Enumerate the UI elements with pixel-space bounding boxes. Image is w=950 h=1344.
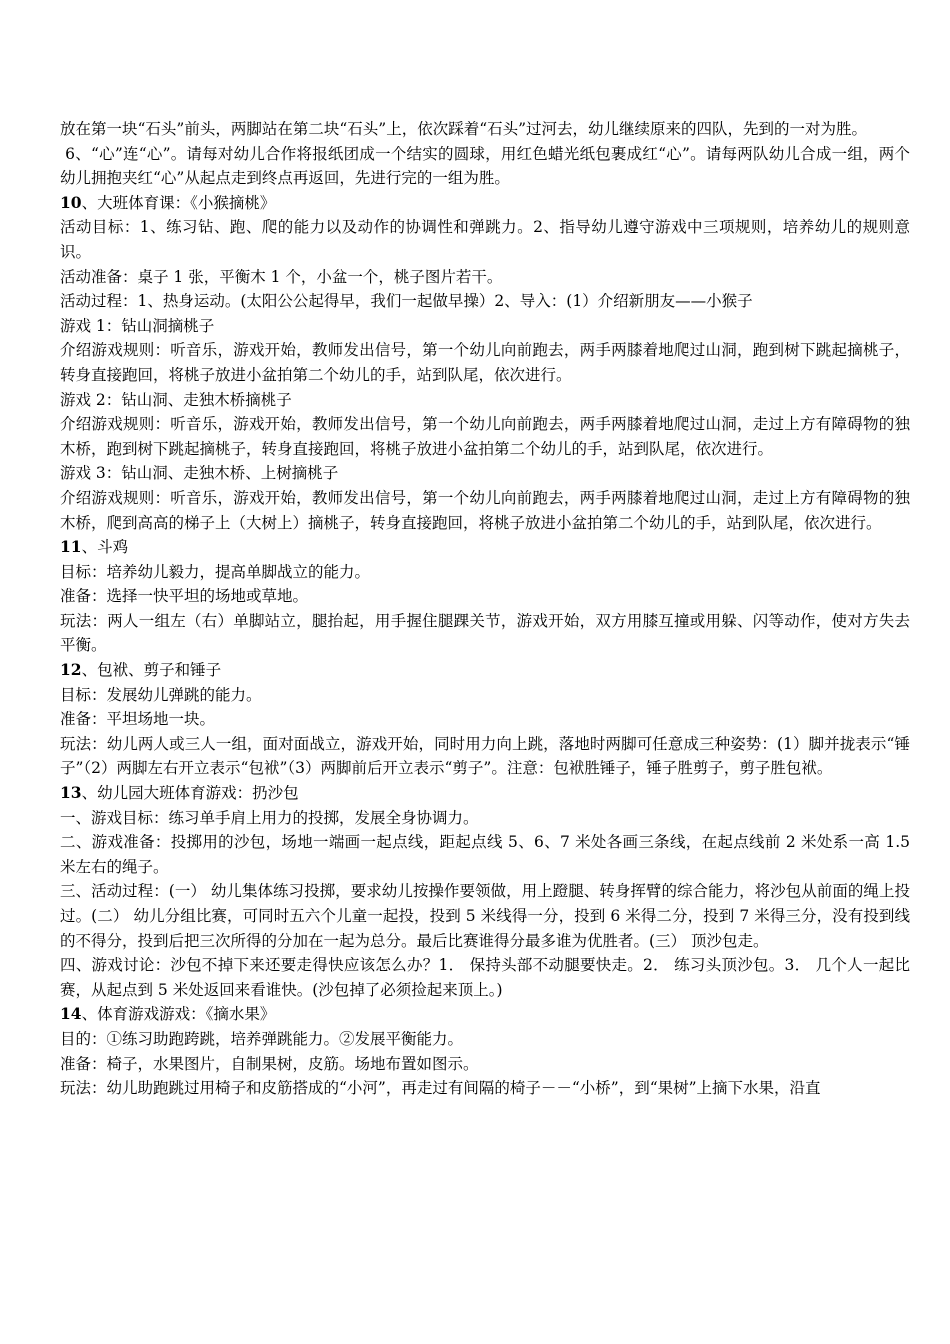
document-page: [60, 117, 915, 1101]
section-heading: [60, 658, 910, 683]
paragraph-line: 目标：培养幼儿毅力，提高单脚战立的能力。: [60, 562, 371, 581]
section-title: 、斗鸡: [81, 538, 129, 557]
paragraph-line: 游戏 1：钻山洞摘桃子: [60, 316, 215, 335]
paragraph-line: 准备：选择一快平坦的场地或草地。: [60, 587, 309, 606]
section-heading: [60, 191, 910, 216]
paragraph-line: 游戏 3：钻山洞、走独木桥、上树摘桃子: [60, 464, 339, 483]
section-heading: [60, 1002, 910, 1027]
section-number: 11: [60, 537, 82, 557]
paragraph-line: 游戏 2：钻山洞、走独木桥摘桃子: [60, 390, 292, 409]
section-heading: [60, 781, 910, 806]
paragraph-line: 准备：平坦场地一块。: [60, 710, 216, 729]
paragraph-line: 二、游戏准备：投掷用的沙包，场地一端画一起点线，距起点线 5、6、7 米处各画三条线，在起点线前 2 米处系一高 1.5 米左右的绳子。: [60, 833, 915, 876]
paragraph-line: 玩法：幼儿助跑跳过用椅子和皮筋搭成的“小河”，再走过有间隔的椅子－－“小桥”，到“果树”上摘下水果，沿直: [60, 1079, 821, 1098]
paragraph-line: 目标：发展幼儿弹跳的能力。: [60, 685, 262, 704]
paragraph-line: 目的：①练习助跑跨跳，培养弹跳能力。②发展平衡能力。: [60, 1029, 464, 1048]
paragraph-line: 活动目标：1、练习钻、跑、爬的能力以及动作的协调性和弹跳力。2、指导幼儿遵守游戏中三项规则，培养幼儿的规则意识。: [60, 218, 910, 261]
paragraph-line: 活动过程：1、热身运动。(太阳公公起得早，我们一起做早操）2、导入：(1）介绍新朋友——小猴子: [60, 292, 753, 311]
section-number: 12: [60, 660, 82, 680]
section-title: 、包袱、剪子和锤子: [81, 661, 222, 680]
paragraph-line: 一、游戏目标：练习单手肩上用力的投掷，发展全身协调力。: [60, 808, 479, 827]
section-title: 、体育游戏游戏：《摘水果》: [81, 1005, 276, 1024]
section-heading: [60, 535, 910, 560]
section-number: 10: [60, 192, 82, 212]
section-number: 13: [60, 783, 82, 803]
paragraph-line: 6、“心”连“心”。请每对幼儿合作将报纸团成一个结实的圆球，用红色蜡光纸包裹成红“心”。请每两队幼儿合成一组，两个幼儿拥抱夹红“心”从起点走到终点再返回，先进行完的一组为胜。: [60, 144, 910, 188]
paragraph-line: 放在第一块“石头”前头，两脚站在第二块“石头”上，依次踩着“石头”过河去，幼儿继续原来的四队，先到的一对为胜。: [60, 120, 868, 138]
paragraph-line: 四、游戏讨论：沙包不掉下来还要走得快应该怎么办？1． 保持头部不动腿要快走。2． 练习头顶沙包。3． 几个人一起比赛，从起点到 5 米处返回来看谁快。(沙包掉了必须捡起来顶上。): [60, 956, 910, 999]
section-title: 、幼儿园大班体育游戏：扔沙包: [81, 784, 299, 803]
paragraph-line: 介绍游戏规则：听音乐，游戏开始，教师发出信号，第一个幼儿向前跑去，两手两膝着地爬过山洞，跑到树下跳起摘桃子，转身直接跑回，将桃子放进小盆拍第二个幼儿的手，站到队尾，依次进行。: [60, 341, 910, 384]
section-title: 、大班体育课：《小猴摘桃》: [81, 193, 276, 212]
paragraph-line: 玩法：幼儿两人或三人一组，面对面战立，游戏开始，同时用力向上跳，落地时两脚可任意成三种姿势：(1）脚并拢表示“锤子”（2）两脚左右开立表示“包袱”（3）两脚前后开立表示“剪子”。注意：包袱胜锤子，锤子胜剪子，剪子胜包袱。: [60, 734, 910, 778]
paragraph-line: 准备：椅子，水果图片，自制果树，皮筋。场地布置如图示。: [60, 1054, 479, 1073]
paragraph-line: 活动准备：桌子 1 张，平衡木 1 个，小盆一个，桃子图片若干。: [60, 267, 503, 286]
paragraph-line: 介绍游戏规则：听音乐，游戏开始，教师发出信号，第一个幼儿向前跑去，两手两膝着地爬过山洞，走过上方有障碍物的独木桥，跑到树下跳起摘桃子，转身直接跑回，将桃子放进小盆拍第二个幼儿的手，站到队尾，依次进行。: [60, 415, 910, 458]
paragraph-line: 玩法：两人一组左（右）单脚站立，腿抬起，用手握住腿踝关节，游戏开始，双方用膝互撞或用躲、闪等动作，使对方失去平衡。: [60, 611, 910, 655]
paragraph-line: 介绍游戏规则：听音乐，游戏开始，教师发出信号，第一个幼儿向前跑去，两手两膝着地爬过山洞，走过上方有障碍物的独木桥，爬到高高的梯子上（大树上）摘桃子，转身直接跑回，将桃子放进小盆拍第二个幼儿的手，站到队尾，依次进行。: [60, 488, 910, 532]
paragraph-line: 三、活动过程：(一） 幼儿集体练习投掷，要求幼儿按操作要领做，用上蹬腿、转身挥臂的综合能力，将沙包从前面的绳上投过。(二） 幼儿分组比赛，可同时五六个儿童一起投，投到 5 米线得一分，投到 6 米得二分，投到 7 米得三分，没有投到线的不得分，投到后把三次所得的分加在一起为总分。最后比赛谁得分最多谁为优胜者。(三） 顶沙包走。: [60, 882, 910, 950]
section-number: 14: [60, 1004, 82, 1024]
